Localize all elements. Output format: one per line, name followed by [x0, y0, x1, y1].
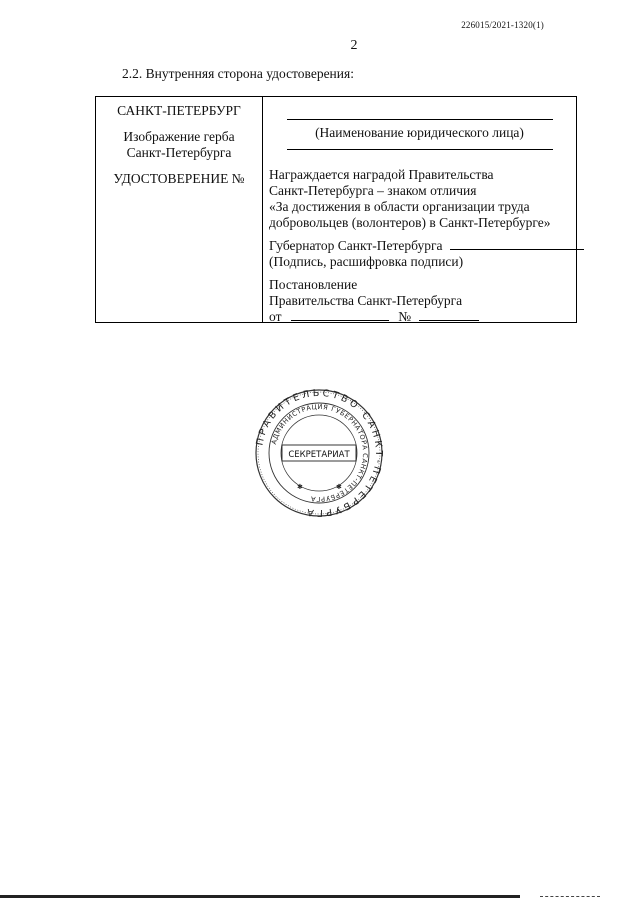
certificate-title: УДОСТОВЕРЕНИЕ №: [113, 171, 245, 186]
seal-star-icon: ✱: [297, 483, 303, 491]
coat-of-arms-placeholder-line1: Изображение герба: [123, 129, 235, 144]
seal-outer-text: ПРАВИТЕЛЬСТВО САНКТ-ПЕТЕРБУРГА: [254, 388, 384, 518]
number-label: №: [398, 309, 412, 324]
certificate-left-column: [96, 97, 263, 322]
org-name-line-top: [287, 119, 553, 120]
award-text-line4: добровольцев (волонтеров) в Санкт-Петербурге»: [269, 215, 551, 230]
certificate-right-column: [263, 97, 576, 322]
resolution-block: [269, 277, 462, 309]
scan-edge-dash: [540, 896, 600, 898]
page-number: 2: [350, 38, 358, 53]
governor-signature-line: [269, 238, 584, 254]
number-blank: [419, 309, 479, 321]
date-prefix: от: [269, 309, 282, 324]
governor-label: Губернатор Санкт-Петербурга: [269, 238, 443, 253]
award-text: [269, 167, 569, 231]
seal-center-text: СЕКРЕТАРИАТ: [288, 450, 350, 460]
governor-signature-blank: [450, 238, 584, 250]
resolution-line1: Постановление: [269, 277, 358, 292]
date-blank: [291, 309, 389, 321]
seal-inner-text: АДМИНИСТРАЦИЯ ГУБЕРНАТОРА САНКТ-ПЕТЕРБУРГА: [269, 402, 370, 504]
scan-edge-bar: [0, 895, 520, 898]
org-name-line-bottom: [287, 149, 553, 150]
certificate-inner-side-table: [95, 96, 577, 323]
document-registration-number: 226015/2021-1320(1): [461, 20, 544, 30]
governor-signature-caption: (Подпись, расшифровка подписи): [269, 254, 464, 269]
resolution-line2: Правительства Санкт-Петербурга: [269, 293, 463, 308]
section-heading: 2.2. Внутренняя сторона удостоверения:: [122, 66, 354, 81]
award-text-line1: Награждается наградой Правительства: [269, 167, 494, 182]
award-text-line2: Санкт-Петербурга – знаком отличия: [269, 183, 477, 198]
coat-of-arms-placeholder-line2: Санкт-Петербурга: [126, 145, 232, 160]
org-name-caption: (Наименование юридического лица): [315, 125, 524, 140]
official-seal-stamp: [254, 388, 384, 518]
resolution-date-number-line: [269, 309, 479, 325]
certificate-city: САНКТ-ПЕТЕРБУРГ: [117, 103, 241, 118]
seal-star-icon: ✱: [336, 483, 342, 491]
award-text-line3: «За достижения в области организации труда: [269, 199, 530, 214]
scan-bottom-edge: [0, 894, 640, 899]
